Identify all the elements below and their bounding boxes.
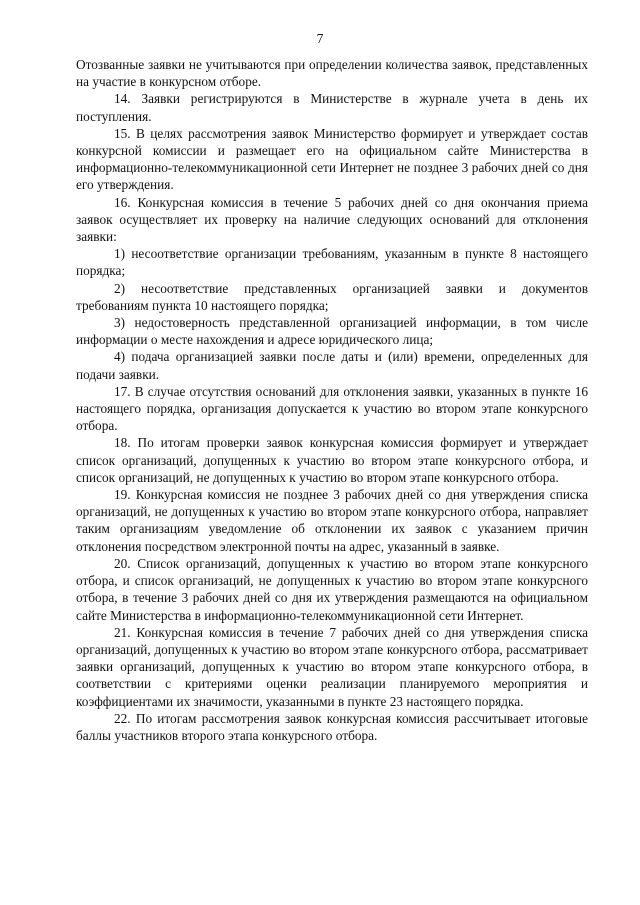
document-body	[76, 56, 588, 744]
paragraph-continuation: Отозванные заявки не учитываются при определении количества заявок, представленных на участие в конкурсном отборе.	[76, 57, 588, 90]
paragraph-21: 21. Конкурсная комиссия в течение 7 рабочих дней со дня утверждения списка организаций, допущенных к участию во втором этапе конкурсного отбора, рассматривает заявки организаций, допущенных к участию во втором этапе конкурсного отбора, в соответствии с критериями оценки реализации планируемого мероприятия и коэффициентами их значимости, указанными в пункте 23 настоящего порядка.	[76, 624, 588, 709]
paragraph-18: 18. По итогам проверки заявок конкурсная комиссия формирует и утверждает список организаций, допущенных к участию во втором этапе конкурсного отбора, и список организаций, не допущенных к участию во втором этапе конкурсного отбора.	[76, 435, 588, 485]
paragraph-16: 16. Конкурсная комиссия в течение 5 рабочих дней со дня окончания приема заявок осуществляет их проверку на наличие следующих оснований для отклонения заявки:	[76, 194, 588, 245]
paragraph-17: 17. В случае отсутствия оснований для отклонения заявки, указанных в пункте 16 настоящего порядка, организация допускается к участию во втором этапе конкурсного отбора.	[76, 383, 588, 434]
paragraph-20: 20. Список организаций, допущенных к участию во втором этапе конкурсного отбора, и список организаций, не допущенных к участию во втором этапе конкурсного отбора, в течение 3 рабочих дней со дня их утверждения размещаются на официальном сайте Министерства в информационно-телекоммуникационной сети Интернет.	[76, 555, 588, 623]
page-number: 7	[316, 31, 324, 46]
paragraph-14: 14. Заявки регистрируются в Министерстве в журнале учета в день их поступления.	[76, 91, 588, 124]
paragraph-19: 19. Конкурсная комиссия не позднее 3 рабочих дней со дня утверждения списка организаций, не допущенных к участию во втором этапе конкурсного отбора, направляет таким организациям уведомление об отклонении их заявок с указанием причин отклонения посредством электронной почты на адрес, указанный в заявке.	[76, 487, 588, 554]
paragraph-16-item-4: 4) подача организацией заявки после даты и (или) времени, определенных для подачи заявки.	[76, 349, 588, 382]
paragraph-16-item-2: 2) несоответствие представленных организацией заявки и документов требованиям пункта 10 настоящего порядка;	[76, 280, 588, 313]
paragraph-16-item-1: 1) несоответствие организации требованиям, указанным в пункте 8 настоящего порядка;	[76, 246, 588, 279]
paragraph-15: 15. В целях рассмотрения заявок Министерство формирует и утверждает состав конкурсной комиссии и размещает его на официальном сайте Министерства в информационно-телекоммуникационной сети Интернет не позднее 3 рабочих дней со дня его утверждения.	[76, 125, 588, 193]
paragraph-16-item-3: 3) недостоверность представленной организацией информации, в том числе информации о месте нахождения и адресе юридического лица;	[76, 315, 588, 348]
paragraph-22: 22. По итогам рассмотрения заявок конкурсная комиссия рассчитывает итоговые баллы участников второго этапа конкурсного отбора.	[76, 710, 588, 743]
